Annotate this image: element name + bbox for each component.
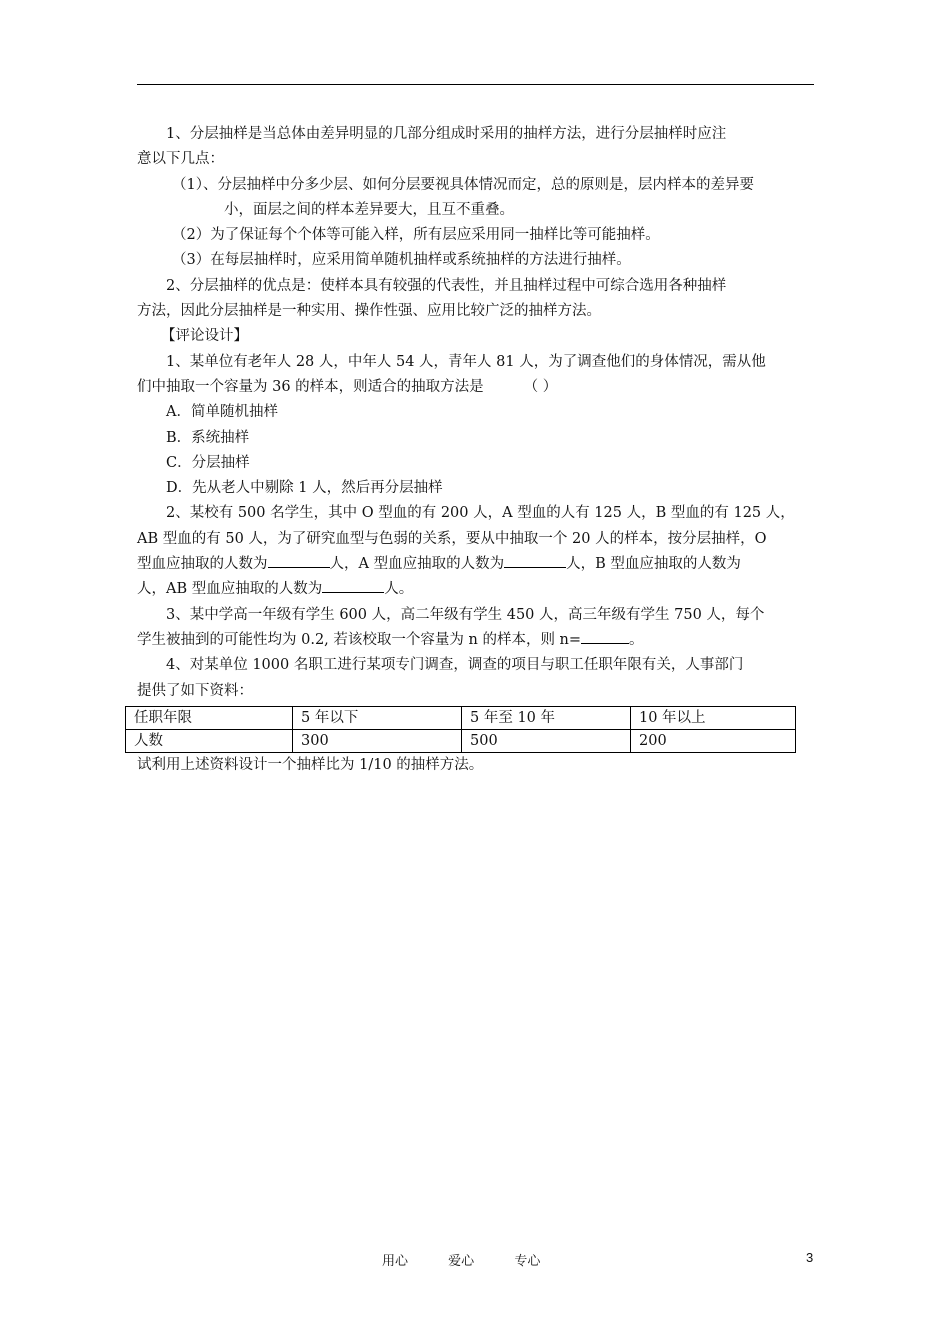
question-2-line-4 (137, 577, 814, 602)
para-2-line-2: 方法，因此分层抽样是一种实用、操作性强、应用比较广泛的抽样方法。 (137, 303, 601, 320)
q3-text-b: 。 (629, 631, 644, 648)
table-cell: 200 (631, 729, 796, 752)
table-cell: 500 (462, 729, 631, 752)
q2-text-a: 型血应抽取的人数为 (137, 556, 268, 573)
option-a: A．简单随机抽样 (166, 404, 278, 421)
question-2-line-3 (137, 552, 814, 577)
para-1-line-2: 意以下几点： (137, 151, 224, 168)
answer-blank-ab (322, 578, 384, 593)
section-heading: 【评论设计】 (161, 328, 248, 345)
point-1-line-1: （1）、分层抽样中分多少层、如何分层要视具体情况而定，总的原则是，层内样本的差异要 (172, 176, 754, 193)
question-4-line-2: 提供了如下资料： (137, 682, 253, 699)
table-cell: 任职年限 (126, 706, 293, 729)
answer-blank-a (504, 553, 566, 568)
answer-blank-o (268, 553, 330, 568)
page-body (134, 122, 814, 778)
q2-text-e: 人。 (384, 581, 414, 598)
question-3-line-1: 3、某中学高一年级有学生 600 人，高二年级有学生 450 人，高三年级有学生 750 人，每个 (166, 606, 765, 623)
table-cell: 10 年以上 (631, 706, 796, 729)
point-3: （3）在每层抽样时，应采用简单随机抽样或系统抽样的方法进行抽样。 (172, 252, 631, 269)
q3-text-a: 学生被抽到的可能性均为 0.2, 若该校取一个容量为 n 的样本，则 n= (137, 631, 582, 648)
question-4-line-1: 4、对某单位 1000 名职工进行某项专门调查，调查的项目与职工任职年限有关，人事部门 (166, 657, 744, 674)
footer-motto: 爱心 (448, 1254, 475, 1269)
answer-paren: （ ） (523, 378, 558, 395)
question-2-line-1: 2、某校有 500 名学生，其中 O 型血的有 200 人，A 型血的人有 125 人，B 型血的有 125 人， (166, 505, 795, 522)
option-d: D．先从老人中剔除 1 人，然后再分层抽样 (166, 480, 443, 497)
question-2-line-2: AB 型血的有 50 人，为了研究血型与色弱的关系，要从中抽取一个 20 人的样本，按分层抽样，O (137, 530, 767, 547)
answer-blank-n (581, 629, 629, 644)
tenure-table (125, 706, 796, 753)
question-1-line-1: 1、某单位有老年人 28 人，中年人 54 人，青年人 81 人，为了调查他们的身体情况，需从他 (166, 353, 766, 370)
q2-text-b: 人，A 型血应抽取的人数为 (329, 556, 505, 573)
point-2: （2）为了保证每个个体等可能入样，所有层应采用同一抽样比等可能抽样。 (172, 227, 660, 244)
table-cell: 5 年以下 (293, 706, 462, 729)
question-3-line-2 (137, 628, 814, 653)
footer-motto: 用心 (382, 1254, 409, 1269)
footer-motto: 专心 (514, 1254, 541, 1269)
page-number: 3 (806, 1250, 814, 1265)
table-cell: 人数 (126, 729, 293, 752)
para-2-line-1: 2、分层抽样的优点是：使样本具有较强的代表性，并且抽样过程中可综合选用各种抽样 (166, 277, 727, 294)
question-1-line-2 (137, 375, 814, 400)
table-cell: 5 年至 10 年 (462, 706, 631, 729)
q2-text-c: 人，B 型血应抽取的人数为 (566, 556, 741, 573)
question-1-stem: 们中抽取一个容量为 36 的样本，则适合的抽取方法是 (137, 378, 484, 395)
question-4-instruction: 试利用上述资料设计一个抽样比为 1/10 的抽样方法。 (137, 756, 484, 773)
footer-mottos (382, 1250, 576, 1269)
table-cell: 300 (293, 729, 462, 752)
table-header-row (126, 706, 796, 729)
header-rule (137, 84, 814, 85)
point-1-line-2: 小，面层之间的样本差异要大，且互不重叠。 (224, 201, 514, 218)
option-c: C．分层抽样 (166, 454, 250, 471)
table-row (126, 729, 796, 752)
q2-text-d: 人，AB 型血应抽取的人数为 (137, 581, 323, 598)
para-1-line-1: 1、分层抽样是当总体由差异明显的几部分组成时采用的抽样方法，进行分层抽样时应注 (166, 126, 727, 142)
option-b: B．系统抽样 (166, 429, 250, 446)
